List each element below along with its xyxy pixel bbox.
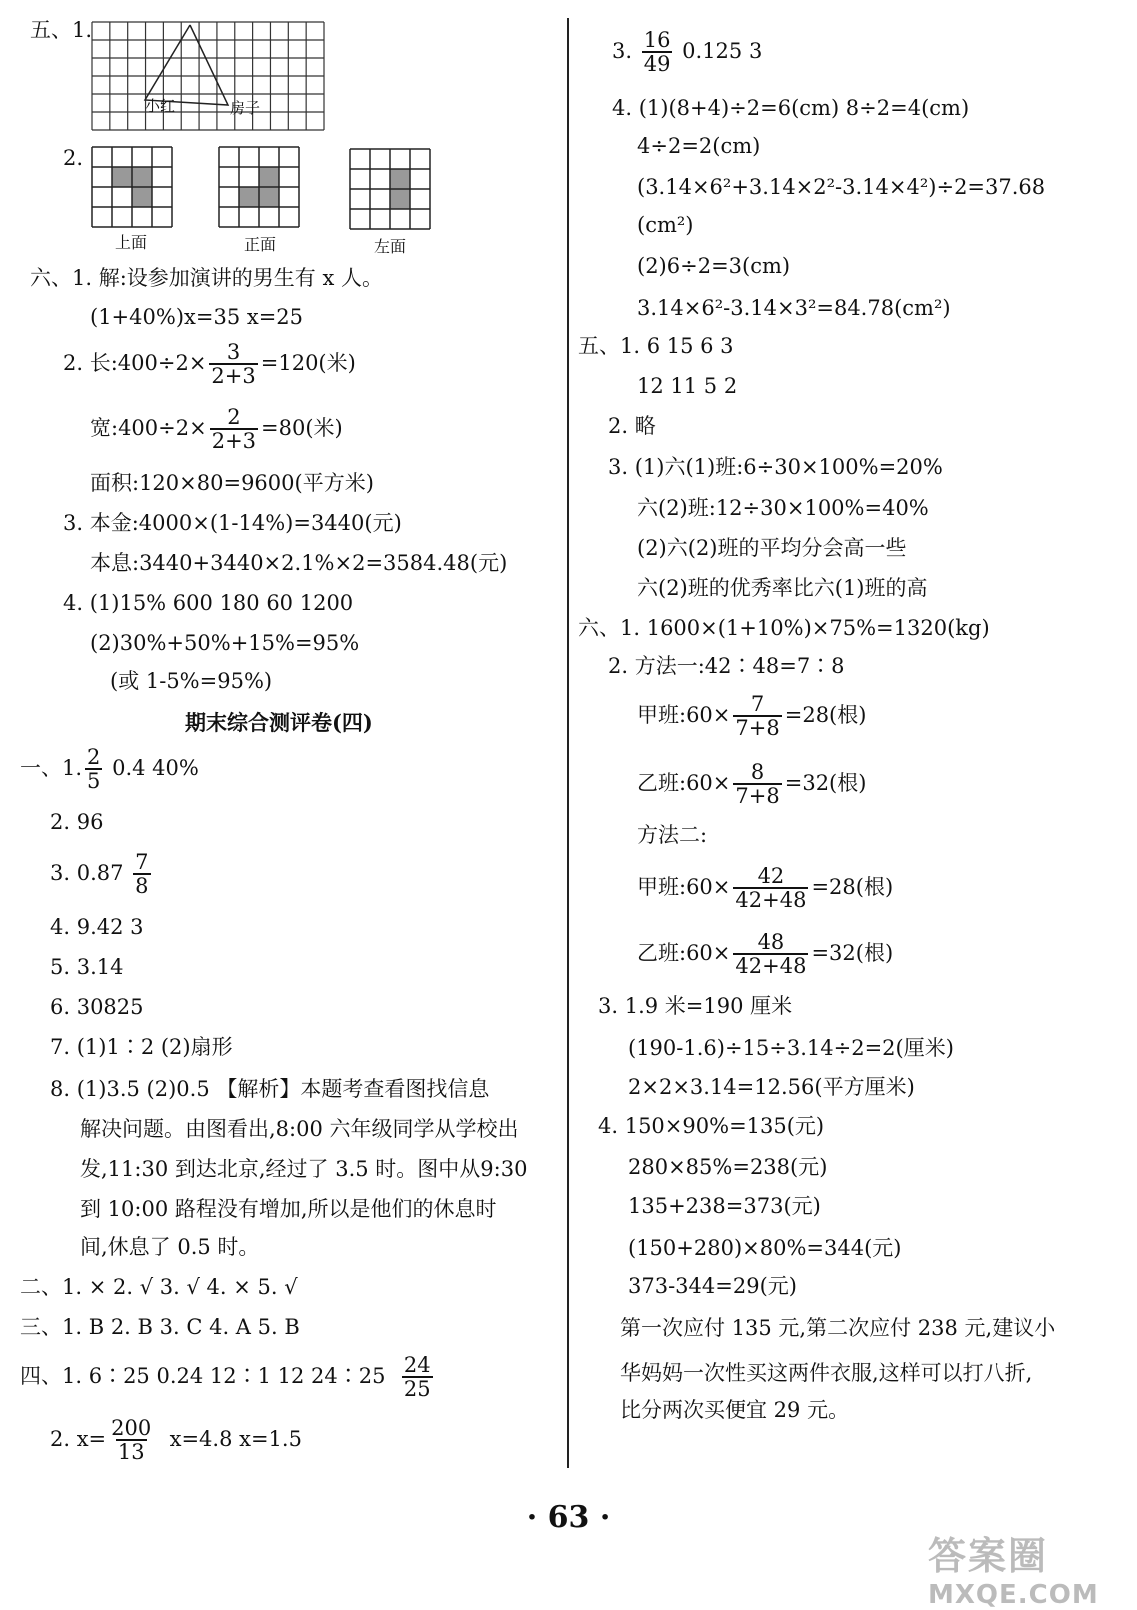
page-number: · 63 · — [526, 1500, 611, 1535]
right-line: 4. 150×90%=135(元) — [598, 1114, 825, 1138]
right-line: 4. (1)(8+4)÷2=6(cm) 8÷2=4(cm) — [612, 96, 970, 120]
direction-grid-figure — [90, 20, 326, 132]
left-line: 面积:120×80=9600(平方米) — [90, 471, 374, 495]
left-line: 发,11:30 到达北京,经过了 3.5 时。图中从9:30 — [80, 1157, 528, 1181]
right-line: 3. 1.9 米=190 厘米 — [598, 994, 793, 1018]
right-line: 12 11 5 2 — [637, 374, 738, 398]
right-line-frac: 乙班:60× $\frac{48}{42+48}$ =32(根) — [637, 930, 894, 978]
right-line: 六(2)班的优秀率比六(1)班的高 — [637, 576, 928, 600]
left-line-frac: 3. 0.87 $\frac{7}{8}$ — [50, 850, 149, 898]
section5-label: 五、1. — [30, 18, 93, 42]
left-line: 解决问题。由图看出,8:00 六年级同学从学校出 — [80, 1117, 519, 1141]
left-line: (或 1-5%=95%) — [110, 669, 273, 693]
right-line: 2×2×3.14=12.56(平方厘米) — [628, 1075, 915, 1099]
left-line: 7. (1)1∶2 (2)扇形 — [50, 1035, 233, 1059]
view-front-grid — [217, 145, 309, 230]
shaded-cell — [132, 187, 152, 207]
shaded-cell — [390, 169, 410, 189]
left-line: 到 10:00 路程没有增加,所以是他们的休息时 — [80, 1197, 497, 1221]
left-line-frac: 四、1. 6∶25 0.24 12∶1 12 24∶25 $\frac{24}{25}$ — [20, 1353, 431, 1401]
right-line: 2. 方法一:42∶48=7∶8 — [608, 654, 845, 678]
left-line: 六、1. 解:设参加演讲的男生有 x 人。 — [30, 266, 383, 290]
right-line: (3.14×6²+3.14×2²-3.14×4²)÷2=37.68 — [637, 175, 1046, 199]
right-line-frac: 乙班:60× $\frac{8}{7+8}$ =32(根) — [637, 760, 867, 808]
left-line: 本息:3440+3440×2.1%×2=3584.48(元) — [90, 551, 508, 575]
right-line: (150+280)×80%=344(元) — [628, 1236, 902, 1260]
right-line: (190-1.6)÷15÷3.14÷2=2(厘米) — [628, 1036, 954, 1060]
view-front-label: 正面 — [244, 235, 277, 254]
left-line-frac: 宽:400÷2× $\frac{2}{2+3}$ =80(米) — [90, 405, 343, 453]
shaded-cell — [259, 187, 279, 207]
right-line: 华妈妈一次性买这两件衣服,这样可以打八折, — [620, 1361, 1033, 1385]
exam-title: 期末综合测评卷(四) — [185, 710, 373, 735]
right-line: 六、1. 1600×(1+10%)×75%=1320(kg) — [578, 616, 990, 640]
left-line: 5. 3.14 — [50, 955, 124, 979]
left-line: 二、1. × 2. √ 3. √ 4. × 5. √ — [20, 1275, 298, 1299]
point-label-house: 房子 — [230, 99, 261, 117]
view-top-label: 上面 — [115, 233, 148, 252]
right-line: 第一次应付 135 元,第二次应付 238 元,建议小 — [620, 1316, 1056, 1340]
left-line: 4. 9.42 3 — [50, 915, 144, 939]
point-label-xiaohong: 小红 — [145, 97, 176, 115]
left-line-frac: 一、1. $\frac{2}{5}$ 0.4 40% — [20, 745, 199, 793]
shaded-cell — [390, 189, 410, 209]
right-line: 3.14×6²-3.14×3²=84.78(cm²) — [637, 296, 951, 320]
left-line: 6. 30825 — [50, 995, 144, 1019]
right-line: 280×85%=238(元) — [628, 1155, 828, 1179]
right-line: (2)6÷2=3(cm) — [637, 254, 791, 278]
view-top-grid — [90, 145, 182, 230]
left-line: 2. 96 — [50, 810, 104, 834]
watermark-logo: 答案圈 MXQE.COM — [928, 1534, 1099, 1610]
right-line: (cm²) — [637, 213, 694, 237]
shaded-cell — [112, 167, 132, 187]
right-line: (2)六(2)班的平均分会高一些 — [637, 536, 907, 560]
view-left-grid — [348, 147, 440, 232]
right-line: 五、1. 6 15 6 3 — [578, 334, 734, 358]
column-divider — [567, 18, 569, 1468]
right-line: 3. (1)六(1)班:6÷30×100%=20% — [608, 455, 943, 479]
shaded-cell — [132, 167, 152, 187]
left-line: (1+40%)x=35 x=25 — [90, 305, 304, 329]
left-line: 三、1. B 2. B 3. C 4. A 5. B — [20, 1315, 300, 1339]
right-line: 373-344=29(元) — [628, 1274, 797, 1298]
right-line-frac: 甲班:60× $\frac{42}{42+48}$ =28(根) — [637, 864, 894, 912]
right-line: 135+238=373(元) — [628, 1194, 821, 1218]
right-line: 4÷2=2(cm) — [637, 134, 761, 158]
right-line: 方法二: — [637, 823, 708, 847]
right-line-frac: 甲班:60× $\frac{7}{7+8}$ =28(根) — [637, 692, 867, 740]
left-line: (2)30%+50%+15%=95% — [90, 631, 360, 655]
left-line-frac: 2. 长:400÷2× $\frac{3}{2+3}$ =120(米) — [63, 340, 356, 388]
view-left-label: 左面 — [374, 237, 407, 256]
shaded-cell — [239, 187, 259, 207]
right-line: 比分两次买便宜 29 元。 — [620, 1398, 850, 1422]
left-line: 3. 本金:4000×(1-14%)=3440(元) — [63, 511, 402, 535]
left-line: 8. (1)3.5 (2)0.5 【解析】本题考查看图找信息 — [50, 1077, 490, 1101]
section5-2-label: 2. — [63, 146, 84, 170]
right-line-frac: 3. $\frac{16}{49}$ 0.125 3 — [612, 28, 763, 76]
right-line: 2. 略 — [608, 414, 656, 438]
right-line: 六(2)班:12÷30×100%=40% — [637, 496, 929, 520]
shaded-cell — [259, 167, 279, 187]
left-line: 间,休息了 0.5 时。 — [80, 1235, 260, 1259]
left-line: 4. (1)15% 600 180 60 1200 — [63, 591, 354, 615]
left-line-frac: 2. x= $\frac{200}{13}$ x=4.8 x=1.5 — [50, 1416, 302, 1464]
